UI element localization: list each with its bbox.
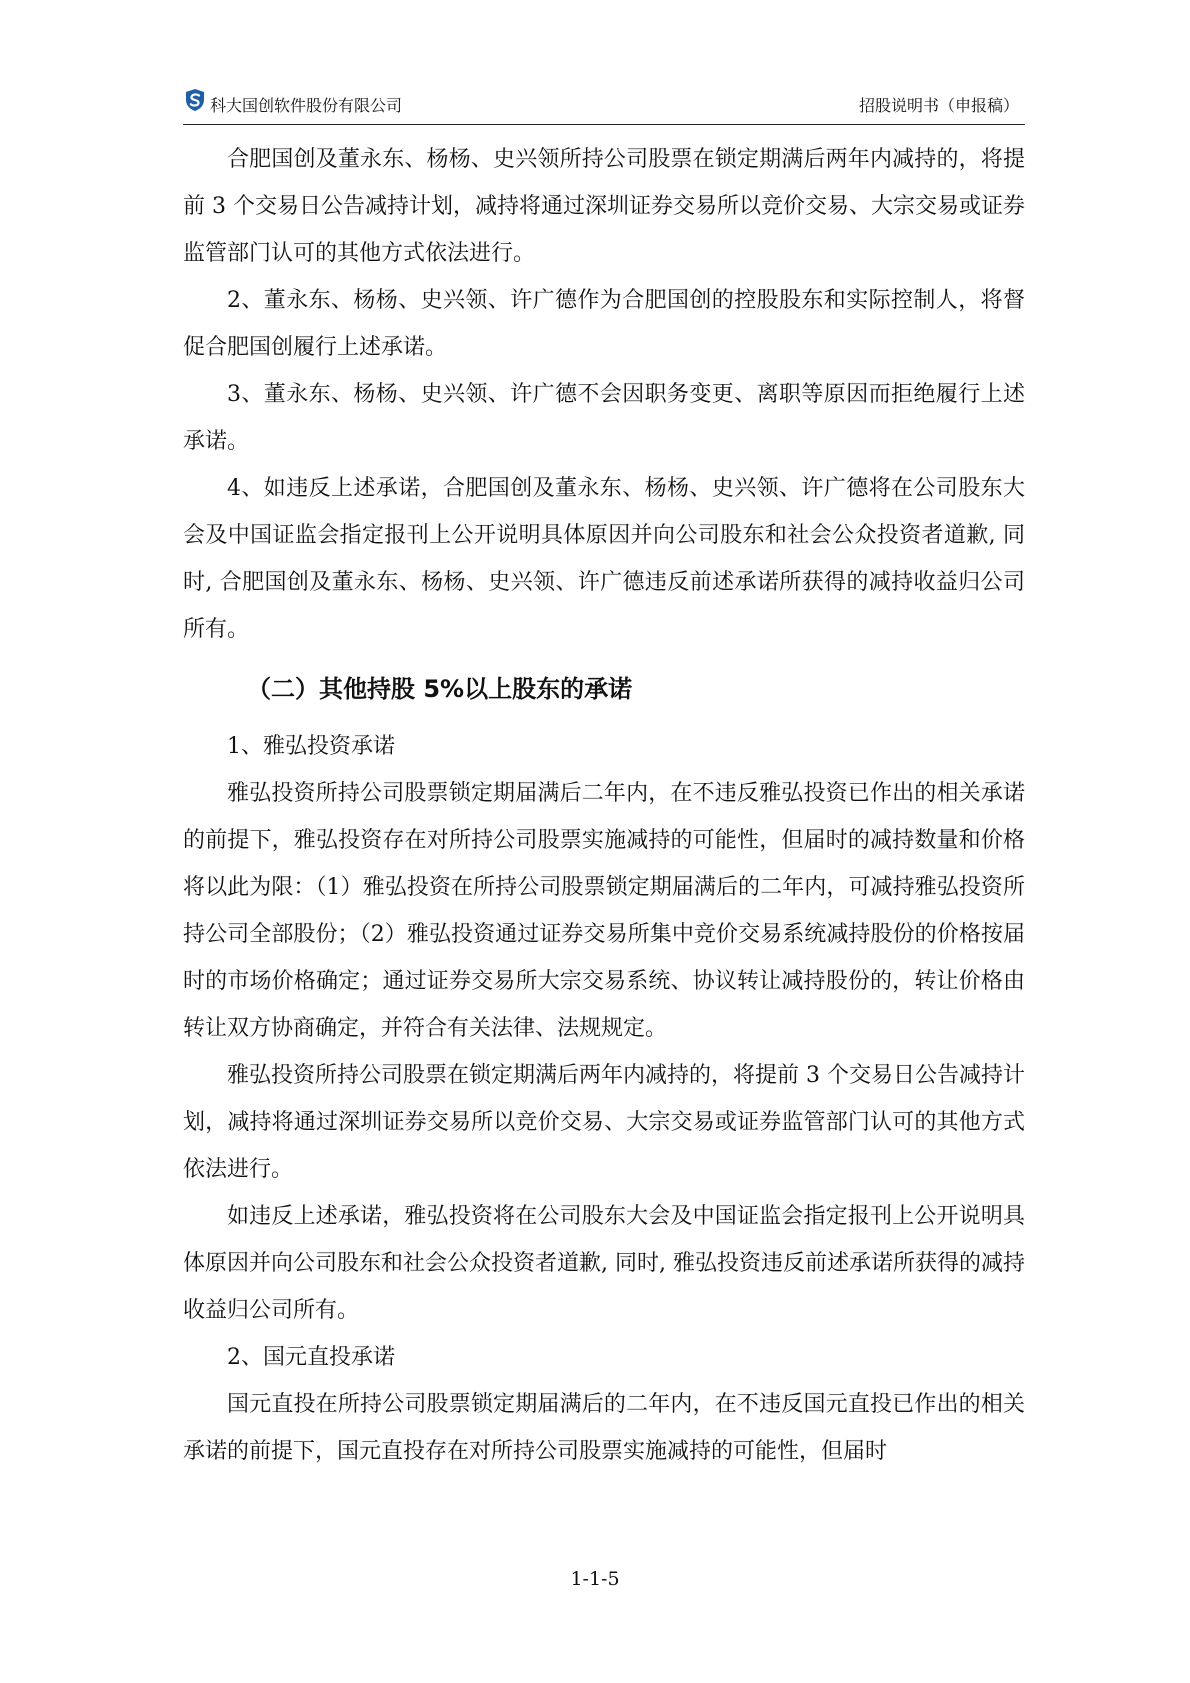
company-logo-icon: [183, 88, 207, 112]
section-heading: （二）其他持股 5%以上股东的承诺: [247, 675, 633, 703]
subheading: 2、国元直投承诺: [227, 1345, 395, 1370]
subheading: 1、雅弘投资承诺: [227, 734, 395, 759]
page-header: [183, 88, 1025, 125]
paragraph: 雅弘投资所持公司股票在锁定期满后两年内减持的，将提前 3 个交易日公告减持计划，减持将通过深圳证券交易所以竞价交易、大宗交易或证券监管部门认可的其他方式依法进行。: [183, 1063, 1025, 1182]
page-number: 1-1-5: [570, 1568, 620, 1590]
paragraph: 4、如违反上述承诺，合肥国创及董永东、杨杨、史兴领、许广德将在公司股东大会及中国证监会指定报刊上公开说明具体原因并向公司股东和社会公众投资者道歉, 同时, 合肥国创及董永东、杨杨、史兴领、许广德违反前述承诺所获得的减持收益归公司所有。: [183, 476, 1025, 642]
paragraph: 2、董永东、杨杨、史兴领、许广德作为合肥国创的控股股东和实际控制人，将督促合肥国创履行上述承诺。: [183, 288, 1025, 360]
document-body: [183, 136, 1025, 1475]
company-name: 科大国创软件股份有限公司: [210, 96, 403, 115]
paragraph: 国元直投在所持公司股票锁定期届满后的二年内，在不违反国元直投已作出的相关承诺的前提下，国元直投存在对所持公司股票实施减持的可能性，但届时: [183, 1392, 1025, 1464]
paragraph: 雅弘投资所持公司股票锁定期届满后二年内，在不违反雅弘投资已作出的相关承诺的前提下，雅弘投资存在对所持公司股票实施减持的可能性，但届时的减持数量和价格将以此为限：（1）雅弘投资在所持公司股票锁定期届满后的二年内，可减持雅弘投资所持公司全部股份；（2）雅弘投资通过证券交易所集中竞价交易系统减持股份的价格按届时的市场价格确定；通过证券交易所大宗交易系统、协议转让减持股份的，转让价格由转让双方协商确定，并符合有关法律、法规规定。: [183, 781, 1025, 1041]
document-title: 招股说明书（申报稿）: [858, 96, 1019, 115]
paragraph: 3、董永东、杨杨、史兴领、许广德不会因职务变更、离职等原因而拒绝履行上述承诺。: [183, 382, 1025, 454]
paragraph: 合肥国创及董永东、杨杨、史兴领所持公司股票在锁定期满后两年内减持的，将提前 3 个交易日公告减持计划，减持将通过深圳证券交易所以竞价交易、大宗交易或证券监管部门认可的其他方式依法进行。: [183, 147, 1025, 266]
paragraph: 如违反上述承诺，雅弘投资将在公司股东大会及中国证监会指定报刊上公开说明具体原因并向公司股东和社会公众投资者道歉, 同时, 雅弘投资违反前述承诺所获得的减持收益归公司所有。: [183, 1204, 1025, 1323]
